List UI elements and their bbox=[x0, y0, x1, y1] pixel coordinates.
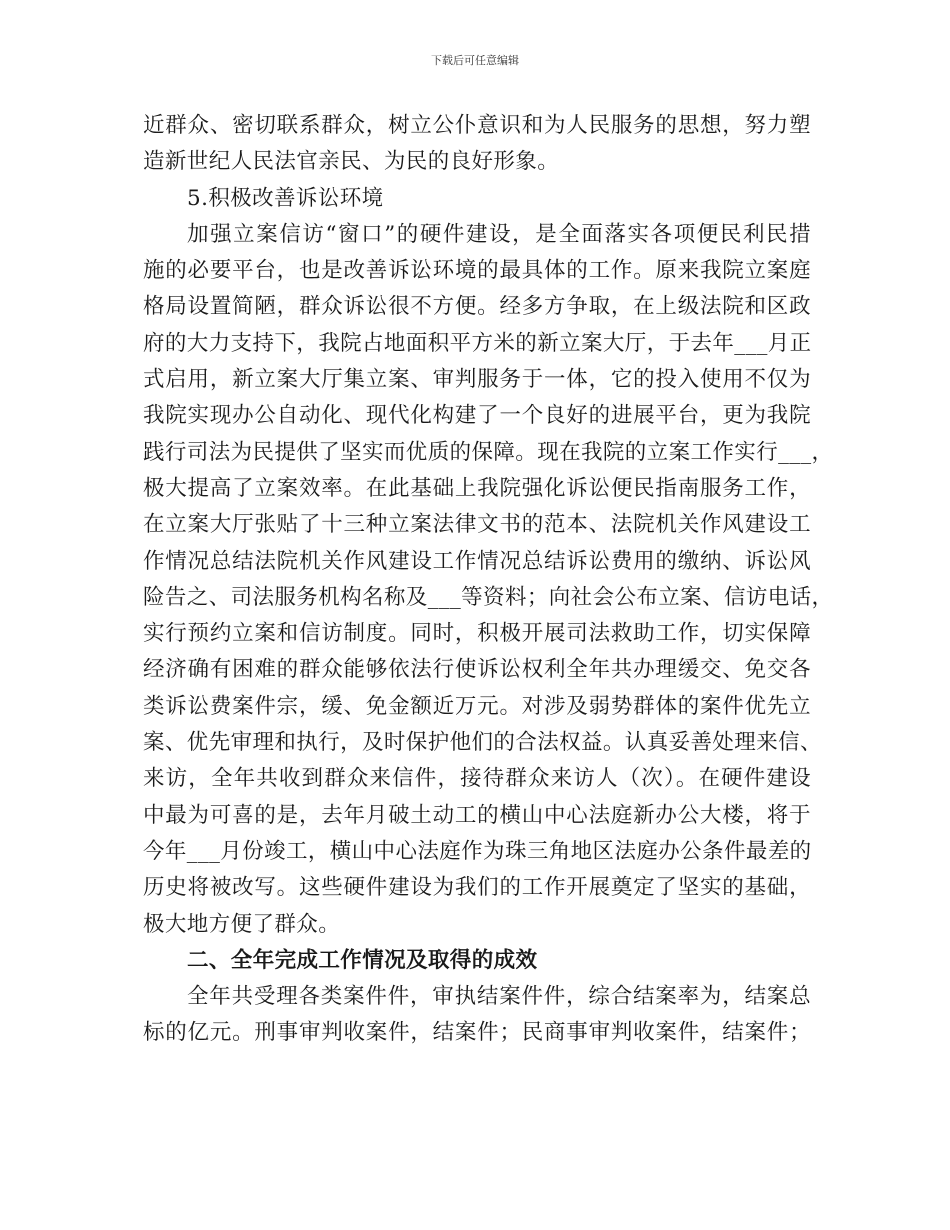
body-line: 经济确有困难的群众能够依法行使诉讼权利全年共办理缓交、免交各 bbox=[143, 657, 811, 683]
section-heading: 二、全年完成工作情况及取得的成效 bbox=[187, 947, 538, 973]
body-line: 格局设置简陋，群众诉讼很不方便。经多方争取，在上级法院和区政 bbox=[143, 294, 811, 320]
body-line: 极大提高了立案效率。在此基础上我院强化诉讼便民指南服务工作， bbox=[143, 475, 811, 501]
body-line: 历史将被改写。这些硬件建设为我们的工作开展奠定了坚实的基础， bbox=[143, 875, 811, 901]
body-line: 府的大力支持下，我院占地面积平方米的新立案大厅，于去年___月正 bbox=[143, 330, 812, 356]
body-line: 极大地方便了群众。 bbox=[143, 911, 341, 937]
page-header: 下载后可任意编辑 bbox=[431, 54, 519, 67]
document-body bbox=[143, 108, 834, 1052]
body-line: 践行司法为民提供了坚实而优质的保障。现在我院的立案工作实行___， bbox=[143, 439, 834, 465]
body-line: 加强立案信访“窗口”的硬件建设，是全面落实各项便民利民措 bbox=[187, 221, 811, 247]
body-line: 案、优先审理和执行，及时保护他们的合法权益。认真妥善处理来信、 bbox=[143, 730, 822, 756]
body-line: 在立案大厅张贴了十三种立案法律文书的范本、法院机关作风建设工 bbox=[143, 512, 811, 538]
body-line: 中最为可喜的是，去年月破土动工的横山中心法庭新办公大楼，将于 bbox=[143, 802, 811, 828]
body-line: 造新世纪人民法官亲民、为民的良好形象。 bbox=[143, 149, 560, 175]
body-line: 类诉讼费案件宗，缓、免金额近万元。对涉及弱势群体的案件优先立 bbox=[143, 693, 811, 719]
section-subtitle: 5.积极改善诉讼环境 bbox=[187, 185, 384, 211]
body-line: 全年共受理各类案件件，审执结案件件，综合结案率为，结案总 bbox=[187, 984, 811, 1010]
body-line: 作情况总结法院机关作风建设工作情况总结诉讼费用的缴纳、诉讼风 bbox=[143, 548, 811, 574]
body-line: 今年___月份竣工，横山中心法庭作为珠三角地区法庭办公条件最差的 bbox=[143, 838, 812, 864]
body-line: 施的必要平台，也是改善诉讼环境的最具体的工作。原来我院立案庭 bbox=[143, 258, 811, 284]
body-line: 标的亿元。刑事审判收案件，结案件；民商事审判收案件，结案件； bbox=[143, 1020, 811, 1046]
body-line: 近群众、密切联系群众，树立公仆意识和为人民服务的思想，努力塑 bbox=[143, 113, 811, 138]
body-line: 险告之、司法服务机构名称及___等资料；向社会公布立案、信访电话， bbox=[143, 584, 834, 610]
body-line: 实行预约立案和信访制度。同时，积极开展司法救助工作，切实保障 bbox=[143, 621, 811, 647]
body-line: 来访，全年共收到群众来信件，接待群众来访人（次）。在硬件建设 bbox=[143, 766, 811, 792]
body-line: 式启用，新立案大厅集立案、审判服务于一体，它的投入使用不仅为 bbox=[143, 367, 811, 393]
body-line: 我院实现办公自动化、现代化构建了一个良好的进展平台，更为我院 bbox=[143, 403, 811, 429]
